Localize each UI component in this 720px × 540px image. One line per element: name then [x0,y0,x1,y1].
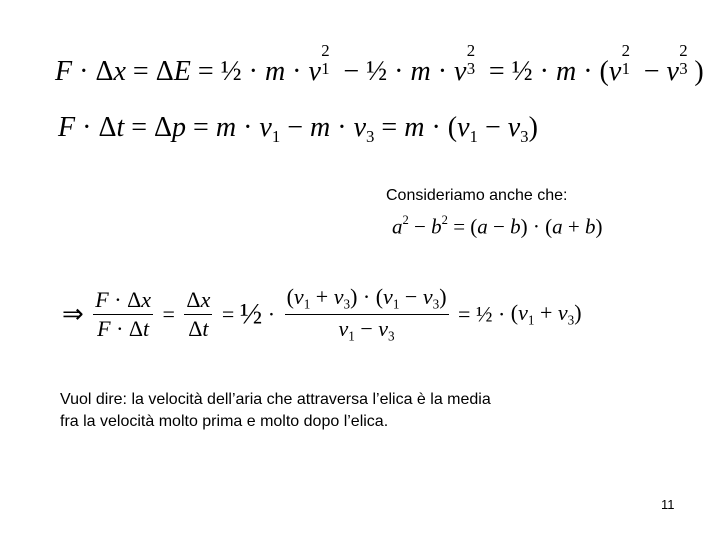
page-number: 11 [661,497,675,512]
explanation-line-2: fra la velocità molto prima e molto dopo l’elica. [60,413,389,430]
equation-work-energy: F · Δx = ΔE = ½ · m · v 2 1 − ½ · m · v 2 3 = ½ · m · (v 2 1 − v 2 3 ) [55,40,704,87]
equation-difference-of-squares: $a^2 - b^2 = (a - b) \cdot (a + b)$ [392,213,603,239]
consider-text: Consideriamo anche che: [386,187,568,204]
equation-impulse-momentum: $F \cdot \Delta t = \Delta p = m \cdot v_1 - m \cdot v_3 = m \cdot (v_1 - v_3)$ [58,112,538,146]
equation-velocity-ratio: ⇒ $\frac{F \cdot \Delta x}{F \cdot \Delta t}$ = $\frac{\Delta x}{\Delta t}$ = ½ · $\frac{(v_1 + v_3) \cdot (v_1 - v_3)}{v_1 - v_3}$ = ½ · $(v_1 + v_3)$ [62,284,582,344]
explanation-line-1: Vuol dire: la velocità dell’aria che attraversa l’elica è la media [60,391,491,408]
